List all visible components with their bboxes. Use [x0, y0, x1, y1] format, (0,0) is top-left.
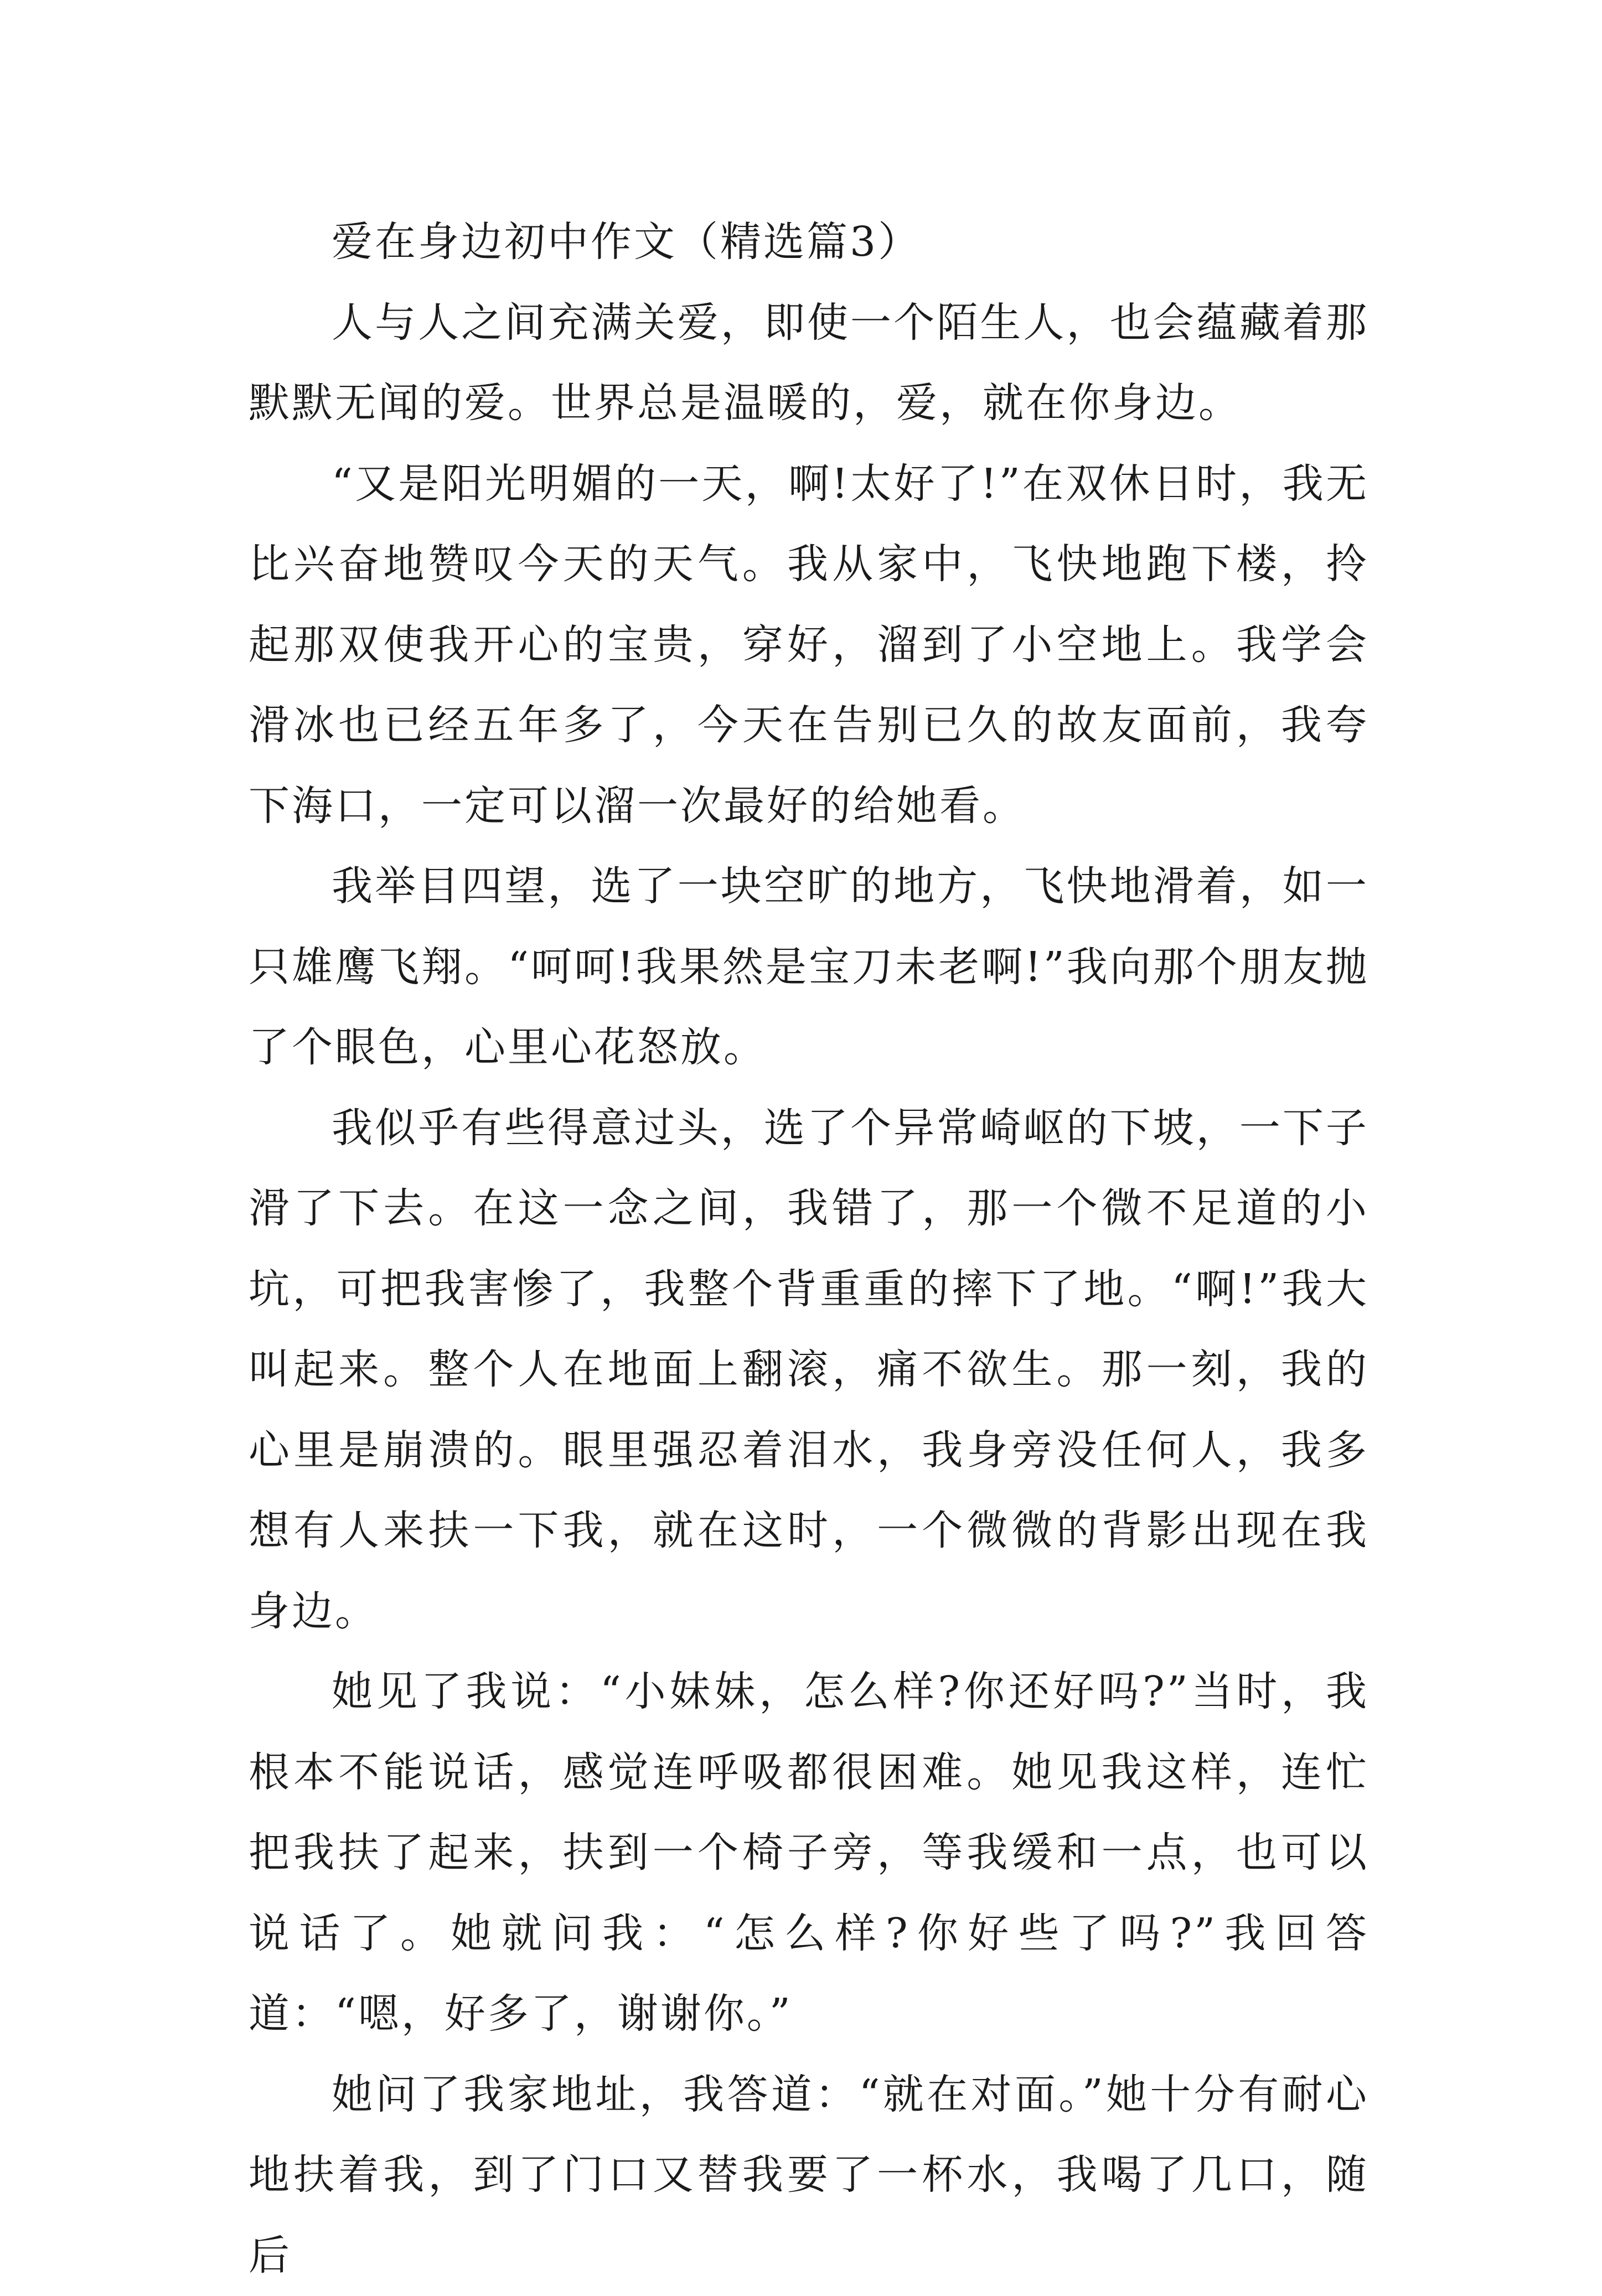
- document-body: [249, 202, 1369, 2296]
- document-title: 爱在身边初中作文（精选篇3）: [249, 202, 1369, 283]
- paragraph-1: 人与人之间充满关爱，即使一个陌生人，也会蕴藏着那默默无闻的爱。世界总是温暖的，爱，就在你身边。: [249, 283, 1369, 444]
- paragraph-4: 我似乎有些得意过头，选了个异常崎岖的下坡，一下子滑了下去。在这一念之间，我错了，那一个微不足道的小坑，可把我害惨了，我整个背重重的摔下了地。“啊!”我大叫起来。整个人在地面上翻滚，痛不欲生。那一刻，我的心里是崩溃的。眼里强忍着泪水，我身旁没任何人，我多想有人来扶一下我，就在这时，一个微微的背影出现在我身边。: [249, 1088, 1369, 1652]
- paragraph-3: 我举目四望，选了一块空旷的地方，飞快地滑着，如一只雄鹰飞翔。“呵呵!我果然是宝刀未老啊!”我向那个朋友抛了个眼色，心里心花怒放。: [249, 846, 1369, 1088]
- paragraph-2: “又是阳光明媚的一天，啊!太好了!”在双休日时，我无比兴奋地赞叹今天的天气。我从家中，飞快地跑下楼，拎起那双使我开心的宝贵，穿好，溜到了小空地上。我学会滑冰也已经五年多了，今天在告别已久的故友面前，我夸下海口，一定可以溜一次最好的给她看。: [249, 444, 1369, 847]
- paragraph-6: 她问了我家地址，我答道：“就在对面。”她十分有耐心地扶着我，到了门口又替我要了一杯水，我喝了几口，随后: [249, 2055, 1369, 2296]
- paragraph-5: 她见了我说：“小妹妹，怎么样?你还好吗?”当时，我根本不能说话，感觉连呼吸都很困难。她见我这样，连忙把我扶了起来，扶到一个椅子旁，等我缓和一点，也可以说话了。她就问我：“怎么样?你好些了吗?”我回答道：“嗯，好多了，谢谢你。”: [249, 1652, 1369, 2055]
